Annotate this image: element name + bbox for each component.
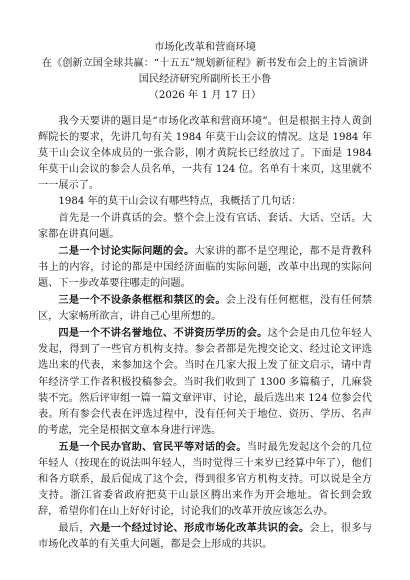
paragraph-text: 会上，很多与市场化改革的有关重大问题，都是会上形成的共识。	[38, 523, 373, 551]
paragraph-point-1	[38, 211, 372, 243]
paragraph-point-4	[38, 325, 372, 439]
paragraph-text: 1984 年的莫干山会议有哪些特点，我概括了几句话：	[58, 196, 302, 208]
title-block	[38, 40, 372, 104]
paragraph-point-2	[38, 243, 372, 292]
paragraph-point-3	[38, 292, 372, 325]
paragraph-point-6	[38, 520, 372, 553]
paragraph-heading: 五是一个民办官助、官民平等对话的会。	[58, 440, 247, 453]
paragraph-text: 我今天要讲的题目是“市场化改革和营商环境”。但是根据主持人黄剑辉院长的要求，先讲几句有关 1984 年莫干山会议的情况。这是 1984 年莫干山会议全体成员的一张合影，刚才黄院长已经放过了。下面是 1984 年莫干山会议的参会人员名单，一共有 124 位。名单有十来页，这里就不一一展示了。	[38, 116, 372, 192]
document-title: 市场化改革和营商环境	[154, 42, 256, 53]
paragraph-heading: 四是一个不讲名誉地位、不讲资历学历的会。	[58, 327, 268, 340]
paragraph-text: 首先是一个讲真话的会。整个会上没有官话、套话、大话、空话。大家都在讲真问题。	[38, 212, 372, 240]
paragraph-heading: 三是一个不设条条框框和禁区的会。	[58, 294, 226, 307]
paragraph-heading: 二是一个讨论实际问题的会。	[58, 244, 195, 257]
paragraph-heading: 六是一个经过讨论、形成市场化改革共识的会。	[89, 522, 310, 535]
paragraph-prefix: 最后，	[58, 523, 90, 535]
document-author: 国民经济研究所副所长王小鲁	[138, 74, 272, 85]
paragraph-text: 这个会是由几位年轻人发起，得到了一些官方机构支持。参会者都是先搜交论文、经过论文评选选出来的代表，来参加这个会。当时在几家大报上发了征文启示，请中青年经济学工作者积极投稿参会。当时我们收到了 1300 多篇稿子，几麻袋装不完。然后评审组一篇一篇文章评审、讨论，最后选出来 124 位参会代表。所有参会代表在评选过程中，没有任何关于地位、资历、学历、名声的考虑，完全是根据文章本身进行评选。	[38, 328, 373, 436]
paragraph-text: 当时最先发起这个会的几位年轻人（按现在的说法叫年轻人，当时觉得三十来岁已经算中年了），他们和各方联系，最后促成了这个会，得到很多官方机构支持。可以说是全方支持。浙江省委省政府把莫干山景区腾出来作为开会地址。省长到会致辞，希望你们在山上好好讨论，讨论我们的改革开放应该怎么办。	[38, 441, 373, 518]
paragraph-text: 会上没有任何框框，没有任何禁区，大家畅所欲言，讲自己心里所想的。	[38, 295, 372, 323]
paragraph-features-lead	[38, 194, 372, 210]
paragraph-text: 大家讲的都不是空理论，都不是背教科书上的内容，讨论的都是中国经济面临的实际问题，改革中出现的实际问题、下一步改革要往哪走的问题。	[38, 245, 372, 289]
document-date: （2026 年 1 月 17 日）	[148, 90, 262, 101]
paragraph-intro	[38, 114, 372, 194]
paragraph-point-5	[38, 439, 372, 520]
document-subtitle: 在《创新立国全球共赢：“十五五”规划新征程》新书发布会上的主旨演讲	[41, 58, 369, 69]
